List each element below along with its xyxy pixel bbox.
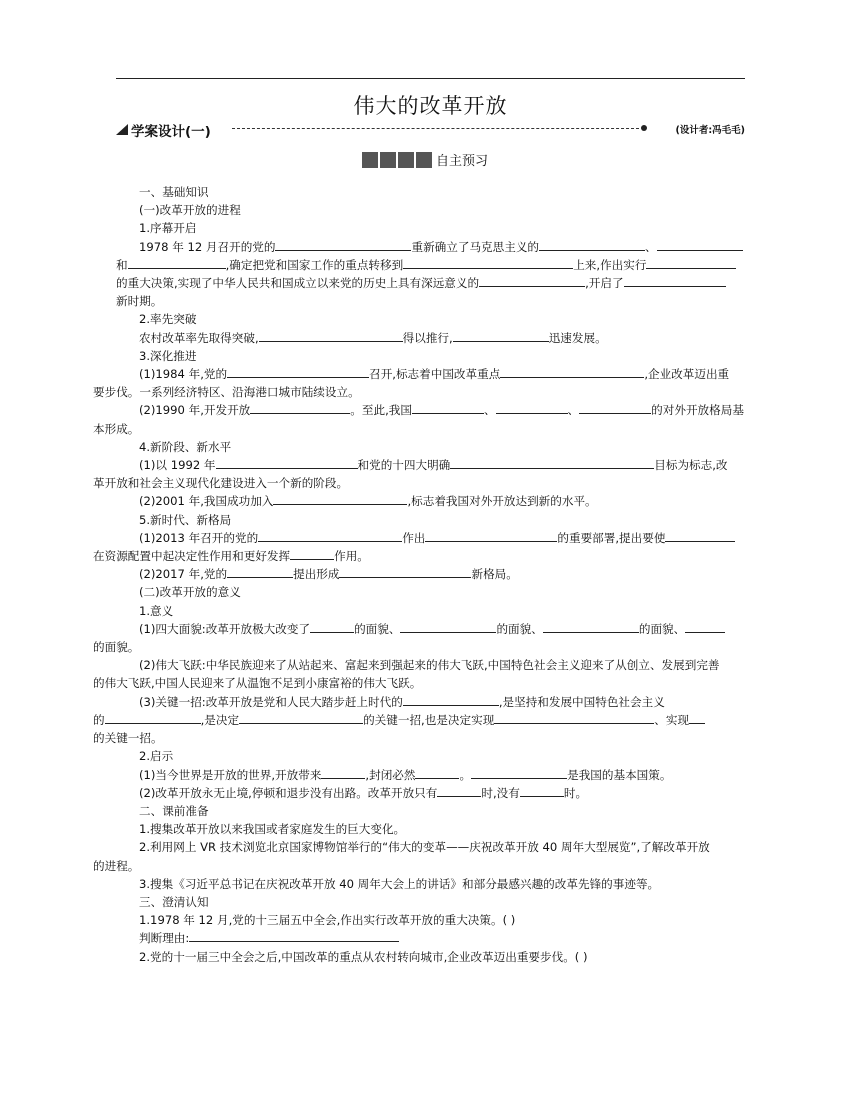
fill-blank[interactable]	[579, 401, 651, 414]
fill-blank[interactable]	[250, 401, 350, 414]
fill-blank[interactable]	[437, 784, 481, 797]
header-block-icon	[380, 152, 396, 168]
heading-reform-process: (一)改革开放的进程	[139, 203, 241, 218]
fill-blank[interactable]	[543, 620, 639, 633]
para-never-ends: (2)改革开放永无止境,停顿和退步没有出路。改革开放只有 时,没有 时。	[139, 785, 588, 800]
para-rural-reform: 农村改革率先取得突破, 得以推行, 迅速发展。	[139, 330, 607, 345]
fill-blank[interactable]	[258, 529, 402, 542]
fill-blank[interactable]	[339, 565, 471, 578]
fill-blank[interactable]	[471, 766, 567, 779]
judge-reason: 判断理由:	[116, 929, 745, 947]
triangle-icon	[116, 124, 128, 135]
fill-blank[interactable]	[646, 256, 736, 269]
heading-new-stage: 4.新阶段、新水平	[139, 439, 232, 454]
bullet-dot-icon	[641, 125, 647, 131]
section-header-text: 自主预习	[436, 154, 489, 169]
para-2013: (1)2013 年召开的党的 作出 的重要部署,提出要使 在资源配置中起决定性作用和更好发挥 作用。	[116, 529, 745, 565]
fill-blank[interactable]	[689, 711, 705, 724]
fill-blank[interactable]	[310, 620, 354, 633]
fill-blank[interactable]	[415, 766, 459, 779]
fill-blank[interactable]	[321, 766, 365, 779]
document-body	[93, 183, 745, 966]
fill-blank[interactable]	[259, 329, 403, 342]
design-banner	[116, 120, 745, 138]
fill-blank[interactable]	[412, 401, 484, 414]
fill-blank[interactable]	[500, 365, 644, 378]
fill-blank[interactable]	[403, 256, 573, 269]
fill-blank[interactable]	[479, 274, 585, 287]
fill-blank[interactable]	[400, 620, 496, 633]
para-2017: (2)2017 年,党的 提出形成 新格局。	[139, 567, 518, 582]
prep-item-3: 3.搜集《习近平总书记在庆祝改革开放 40 周年大会上的讲话》和部分最感兴趣的改革先锋的事迹等。	[139, 876, 660, 891]
fill-blank[interactable]	[273, 492, 407, 505]
prep-item-1: 1.搜集改革开放以来我国或者家庭发生的巨大变化。	[139, 822, 406, 837]
heading-inspiration: 2.启示	[139, 749, 174, 764]
prep-item-2: 2.利用网上 VR 技术浏览北京国家博物馆举行的“伟大的变革——庆祝改革开放 40 周年大型展览”,了解改革开放 的进程。	[93, 840, 710, 873]
fill-blank[interactable]	[239, 711, 363, 724]
heading-prologue: 1.序幕开启	[139, 221, 197, 236]
fill-blank[interactable]	[290, 547, 334, 560]
fill-blank[interactable]	[520, 784, 564, 797]
designer-credit: (设计者:冯毛毛)	[675, 125, 745, 136]
heading-clarify: 三、澄清认知	[139, 894, 209, 909]
fill-blank[interactable]	[403, 693, 499, 706]
fill-blank[interactable]	[275, 238, 411, 251]
fill-blank[interactable]	[425, 529, 557, 542]
heading-preparation: 二、课前准备	[139, 803, 209, 818]
fill-blank[interactable]	[227, 565, 293, 578]
fill-blank[interactable]	[665, 529, 735, 542]
heading-new-era: 5.新时代、新格局	[139, 512, 232, 527]
fill-blank[interactable]	[453, 329, 549, 342]
para-1992: (1)以 1992 年 和党的十四大明确 目标为标志,改 革开放和社会主义现代化建设进入一个新的阶段。	[93, 458, 728, 491]
para-1990: (2)1990 年,开发开放 。至此,我国 、 、 的对外开放格局基 本形成。	[93, 403, 744, 436]
header-block-icon	[362, 152, 378, 168]
para-2001: (2)2001 年,我国成功加入 ,标志着我国对外开放达到新的水平。	[139, 494, 597, 509]
fill-blank[interactable]	[128, 256, 226, 269]
para-four-aspects: (1)四大面貌:改革开放极大改变了 的面貌、 的面貌、 的面貌、 的面貌。	[116, 620, 745, 656]
heading-deepening: 3.深化推进	[139, 348, 197, 363]
fill-blank[interactable]	[494, 711, 654, 724]
section-header	[362, 150, 488, 168]
judge-item-1: 1.1978 年 12 月,党的十三届五中全会,作出实行改革开放的重大决策。( )	[139, 913, 516, 928]
heading-breakthrough: 2.率先突破	[139, 312, 197, 327]
para-1978: 1978 年 12 月召开的党的 重新确立了马克思主义的 、 和 ,确定把党和国家工作的重点转移到 上来,作出实行 的重大决策,实现了中华人民共和国成立以来党的历史上具有深远意义的 ,开启了 新时期。	[116, 238, 745, 311]
heading-basic-knowledge: 一、基础知识	[139, 185, 209, 199]
top-rule	[116, 78, 745, 79]
fill-blank[interactable]	[657, 238, 743, 251]
header-block-icon	[416, 152, 432, 168]
fill-blank[interactable]	[216, 456, 358, 469]
para-great-leap: (2)伟大飞跃:中华民族迎来了从站起来、富起来到强起来的伟大飞跃,中国特色社会主义迎来了从创立、发展到完善 的伟大飞跃,中国人民迎来了从温饱不足到小康富裕的伟大飞跃。	[93, 658, 720, 691]
fill-blank[interactable]	[450, 456, 654, 469]
para-key-move: (3)关键一招:改革开放是党和人民大踏步赶上时代的 ,是坚持和发展中国特色社会主义 的 ,是决定 的关键一招,也是决定实现 、实现 的关键一招。	[116, 693, 745, 748]
header-block-icon	[398, 152, 414, 168]
para-open-world: (1)当今世界是开放的世界,开放带来 ,封闭必然 。 是我国的基本国策。	[139, 767, 672, 782]
judge-item-2: 2.党的十一届三中全会之后,中国改革的重点从农村转向城市,企业改革迈出重要步伐。( )	[139, 949, 588, 964]
dotted-leader	[232, 128, 639, 129]
banner-label: 学案设计(一)	[131, 124, 211, 140]
reason-blank[interactable]	[189, 929, 399, 942]
page-title: 伟大的改革开放	[353, 94, 508, 118]
fill-blank[interactable]	[624, 274, 726, 287]
heading-meaning: 1.意义	[139, 603, 174, 618]
fill-blank[interactable]	[685, 620, 725, 633]
heading-significance: (二)改革开放的意义	[139, 585, 241, 600]
para-1984: (1)1984 年,党的 召开,标志着中国改革重点 ,企业改革迈出重 要步伐。一系列经济特区、沿海港口城市陆续设立。	[93, 367, 730, 400]
fill-blank[interactable]	[539, 238, 645, 251]
fill-blank[interactable]	[227, 365, 369, 378]
fill-blank[interactable]	[105, 711, 201, 724]
fill-blank[interactable]	[496, 401, 568, 414]
